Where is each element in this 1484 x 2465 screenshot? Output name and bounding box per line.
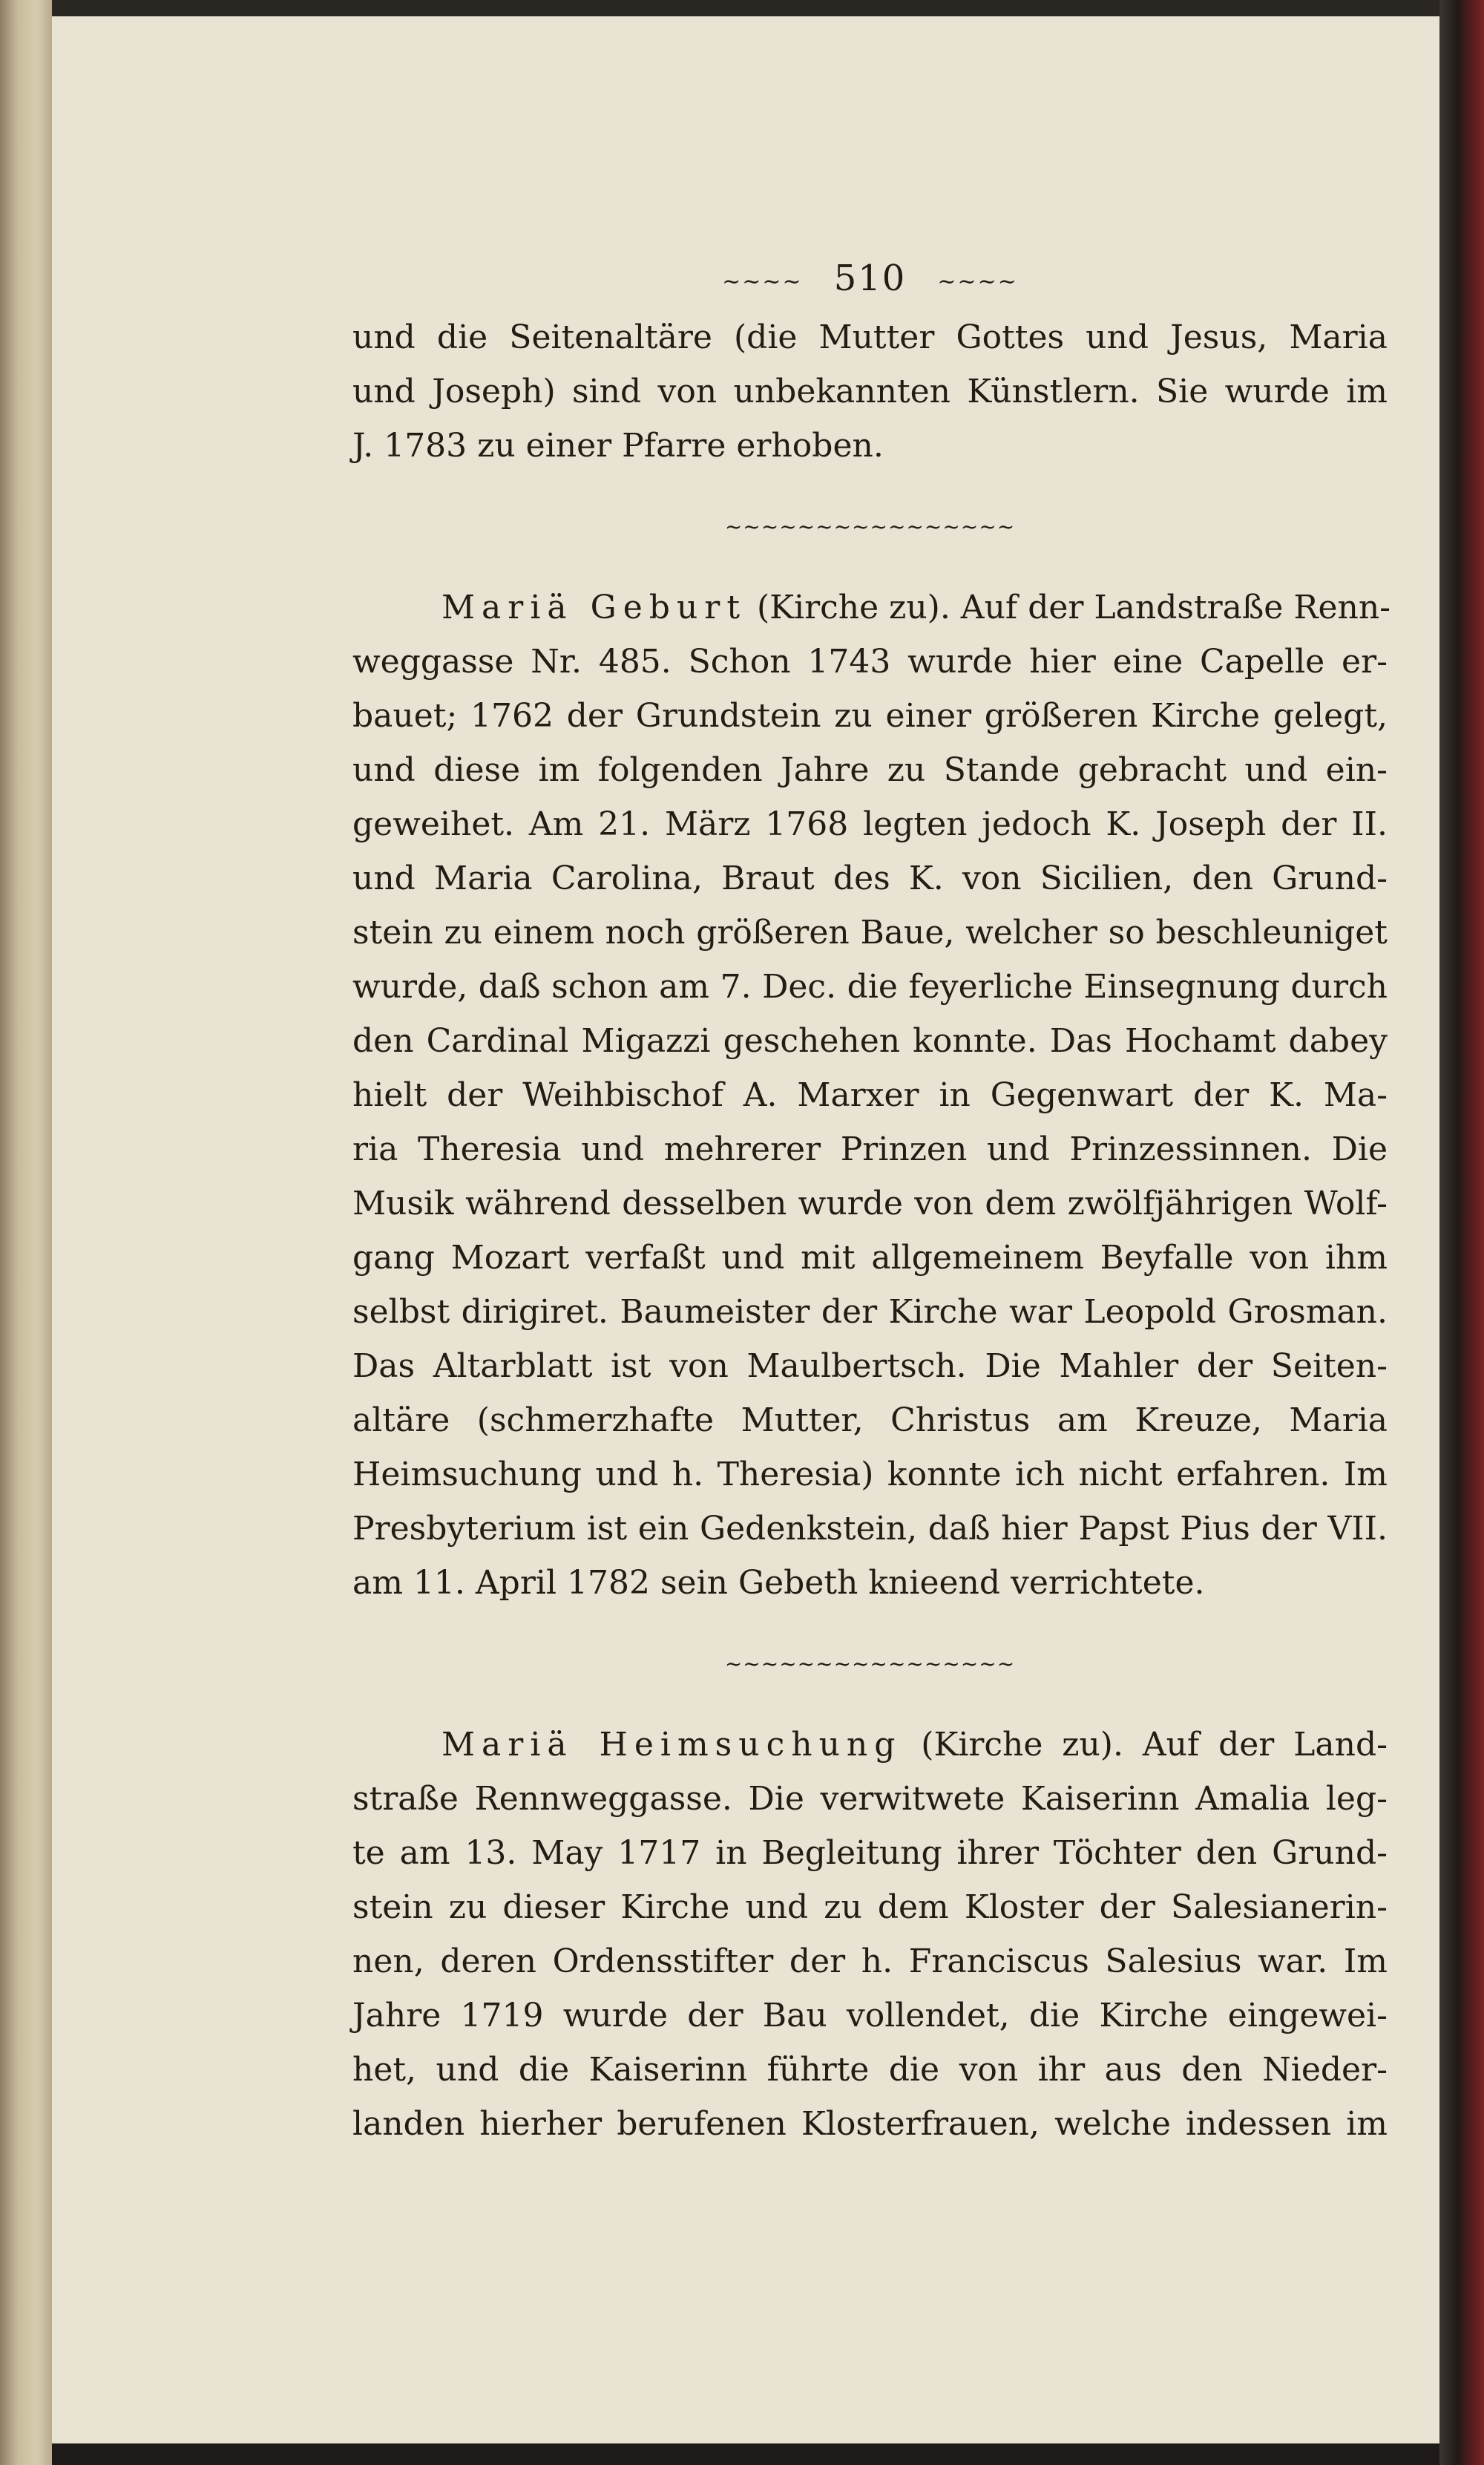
book-binding-edge-right <box>1439 0 1484 2465</box>
text-line: Jahre 1719 wurde der Bau vollendet, die Kirche eingewei- <box>352 1997 1388 2034</box>
text-line: und Maria Carolina, Braut des K. von Sicilien, den Grund- <box>352 860 1388 897</box>
text-line: altäre (schmerzhafte Mutter, Christus am Kreuze, Maria <box>352 1401 1388 1439</box>
text-line: het, und die Kaiserinn führte die von ihr aus den Nieder- <box>352 2051 1388 2089</box>
text-line: stein zu einem noch größeren Baue, welcher so beschleuniget <box>352 914 1388 952</box>
text-line: wurde, daß schon am 7. Dec. die feyerliche Einsegnung durch <box>352 968 1388 1006</box>
entry-title: Mariä Heimsuchung <box>441 1726 902 1764</box>
text-line: und diese im folgenden Jahre zu Stande gebracht und ein- <box>352 751 1388 789</box>
entry-title-line <box>352 1718 1388 1772</box>
text-line: ria Theresia und mehrerer Prinzen und Prinzessinnen. Die <box>352 1130 1388 1168</box>
entry-title-rest: (Kirche zu). Auf der Landstraße Renn- <box>746 589 1391 626</box>
entry-title-line <box>352 580 1391 635</box>
text-line: hielt der Weihbischof A. Marxer in Gegenwart der K. Ma- <box>352 1076 1388 1114</box>
entry-title: Mariä Geburt <box>441 589 747 626</box>
page-text-block <box>352 246 1391 2151</box>
text-line: am 11. April 1782 sein Gebeth knieend verrichtete. <box>352 1564 1205 1602</box>
entry-title-rest: (Kirche zu). Auf der Land- <box>902 1726 1388 1764</box>
text-line: Heimsuchung und h. Theresia) konnte ich nicht erfahren. Im <box>352 1456 1388 1493</box>
text-line: selbst dirigiret. Baumeister der Kirche war Leopold Grosman. <box>352 1293 1388 1331</box>
entry-maria-heimsuchung <box>352 1718 1388 2151</box>
section-separator: ~~~~~~~~~~~~~~~~ <box>724 514 1016 539</box>
text-line: geweihet. Am 21. März 1768 legten jedoch K. Joseph der II. <box>352 805 1388 843</box>
section-separator: ~~~~~~~~~~~~~~~~ <box>724 1651 1016 1676</box>
text-line: weggasse Nr. 485. Schon 1743 wurde hier eine Capelle er- <box>352 643 1388 681</box>
book-page-edge-left <box>0 0 52 2465</box>
text-line: und die Seitenaltäre (die Mutter Gottes und Jesus, Maria <box>352 318 1388 356</box>
text-line: straße Rennweggasse. Die verwitwete Kaiserinn Amalia leg- <box>352 1780 1388 1818</box>
text-line: Musik während desselben wurde von dem zwölfjährigen Wolf- <box>352 1185 1388 1222</box>
entry-maria-geburt <box>352 580 1391 1610</box>
book-page-bottom-shadow <box>52 2443 1439 2465</box>
text-line: landen hierher berufenen Klosterfrauen, welche indessen im <box>352 2105 1388 2143</box>
text-line: Das Altarblatt ist von Maulbertsch. Die Mahler der Seiten- <box>352 1347 1388 1385</box>
page-number: 510 <box>833 258 907 299</box>
text-line: nen, deren Ordensstifter der h. Franciscus Salesius war. Im <box>352 1942 1388 1980</box>
paragraph-continuation <box>352 310 1388 473</box>
text-line: Presbyterium ist ein Gedenkstein, daß hier Papst Pius der VII. <box>352 1510 1388 1548</box>
text-line: te am 13. May 1717 in Begleitung ihrer Töchter den Grund- <box>352 1834 1388 1872</box>
text-line: bauet; 1762 der Grundstein zu einer größeren Kirche gelegt, <box>352 697 1388 735</box>
header-ornament-left: ~~~~ <box>722 268 803 295</box>
text-line: und Joseph) sind von unbekannten Künstlern. Sie wurde im <box>352 373 1388 410</box>
text-line: gang Mozart verfaßt und mit allgemeinem Beyfalle von ihm <box>352 1239 1388 1277</box>
header-ornament-right: ~~~~ <box>937 268 1018 295</box>
text-line: J. 1783 zu einer Pfarre erhoben. <box>352 427 884 465</box>
text-line: stein zu dieser Kirche und zu dem Kloster der Salesianerin- <box>352 1888 1388 1926</box>
page-header <box>352 246 1388 310</box>
text-line: den Cardinal Migazzi geschehen konnte. Das Hochamt dabey <box>352 1022 1388 1060</box>
